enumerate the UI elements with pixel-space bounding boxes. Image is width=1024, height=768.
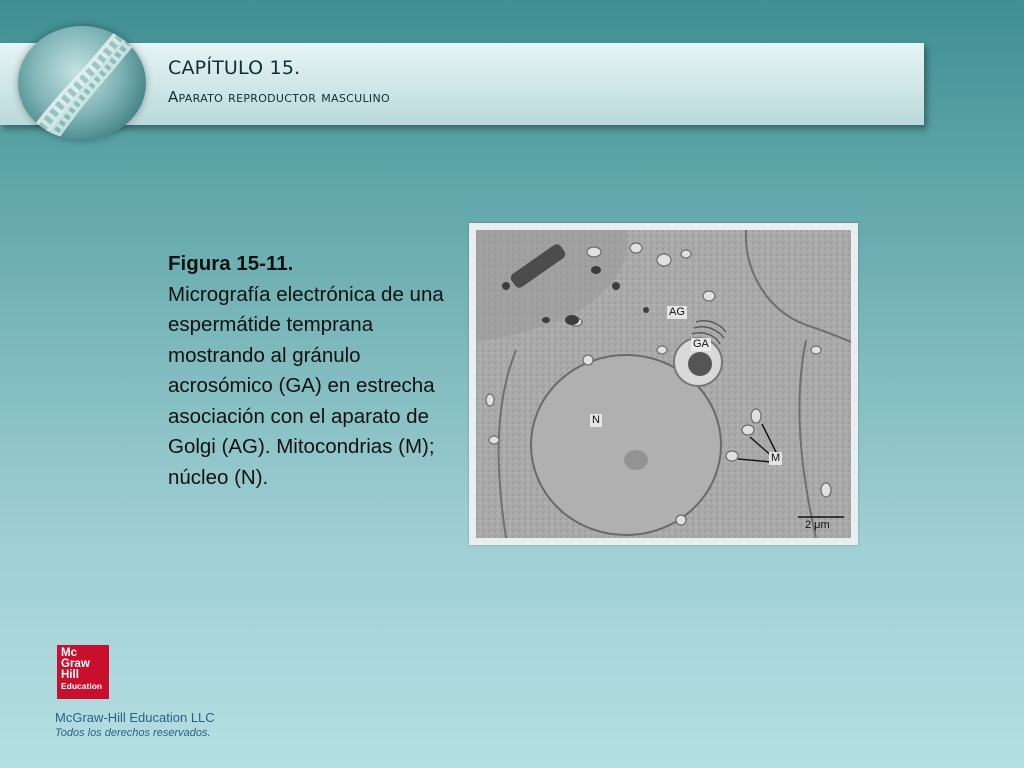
logo-line-2: Graw	[61, 658, 90, 670]
label-n: N	[592, 414, 600, 426]
scale-bar-label: 2 μm	[805, 519, 830, 531]
mcgraw-hill-logo	[57, 645, 109, 699]
logo-line-1: Mc	[61, 647, 77, 659]
figure-frame	[469, 223, 858, 545]
chromosome-medallion-image	[18, 26, 146, 140]
label-ag: AG	[669, 306, 685, 318]
figure-label: Figura 15-11.	[168, 252, 294, 275]
logo-line-4: Education	[61, 681, 103, 691]
label-m: M	[771, 452, 781, 464]
electron-micrograph	[476, 230, 851, 538]
figure-caption	[168, 249, 468, 493]
footer-rights: Todos los derechos reservados.	[55, 727, 211, 739]
logo-line-3: Hill	[61, 669, 79, 681]
figure-caption-text: Micrografía electrónica de una espermátide temprana mostrando al gránulo acrosómico (GA) en estrecha asociación con el aparato de Golgi (AG). Mitocondrias (M); núcleo (N).	[168, 282, 444, 489]
label-ga: GA	[693, 338, 709, 350]
chapter-subtitle: Aparato reproductor masculino	[168, 88, 390, 106]
chapter-title: CAPÍTULO 15.	[168, 57, 301, 79]
footer-company: McGraw-Hill Education LLC	[55, 710, 215, 725]
